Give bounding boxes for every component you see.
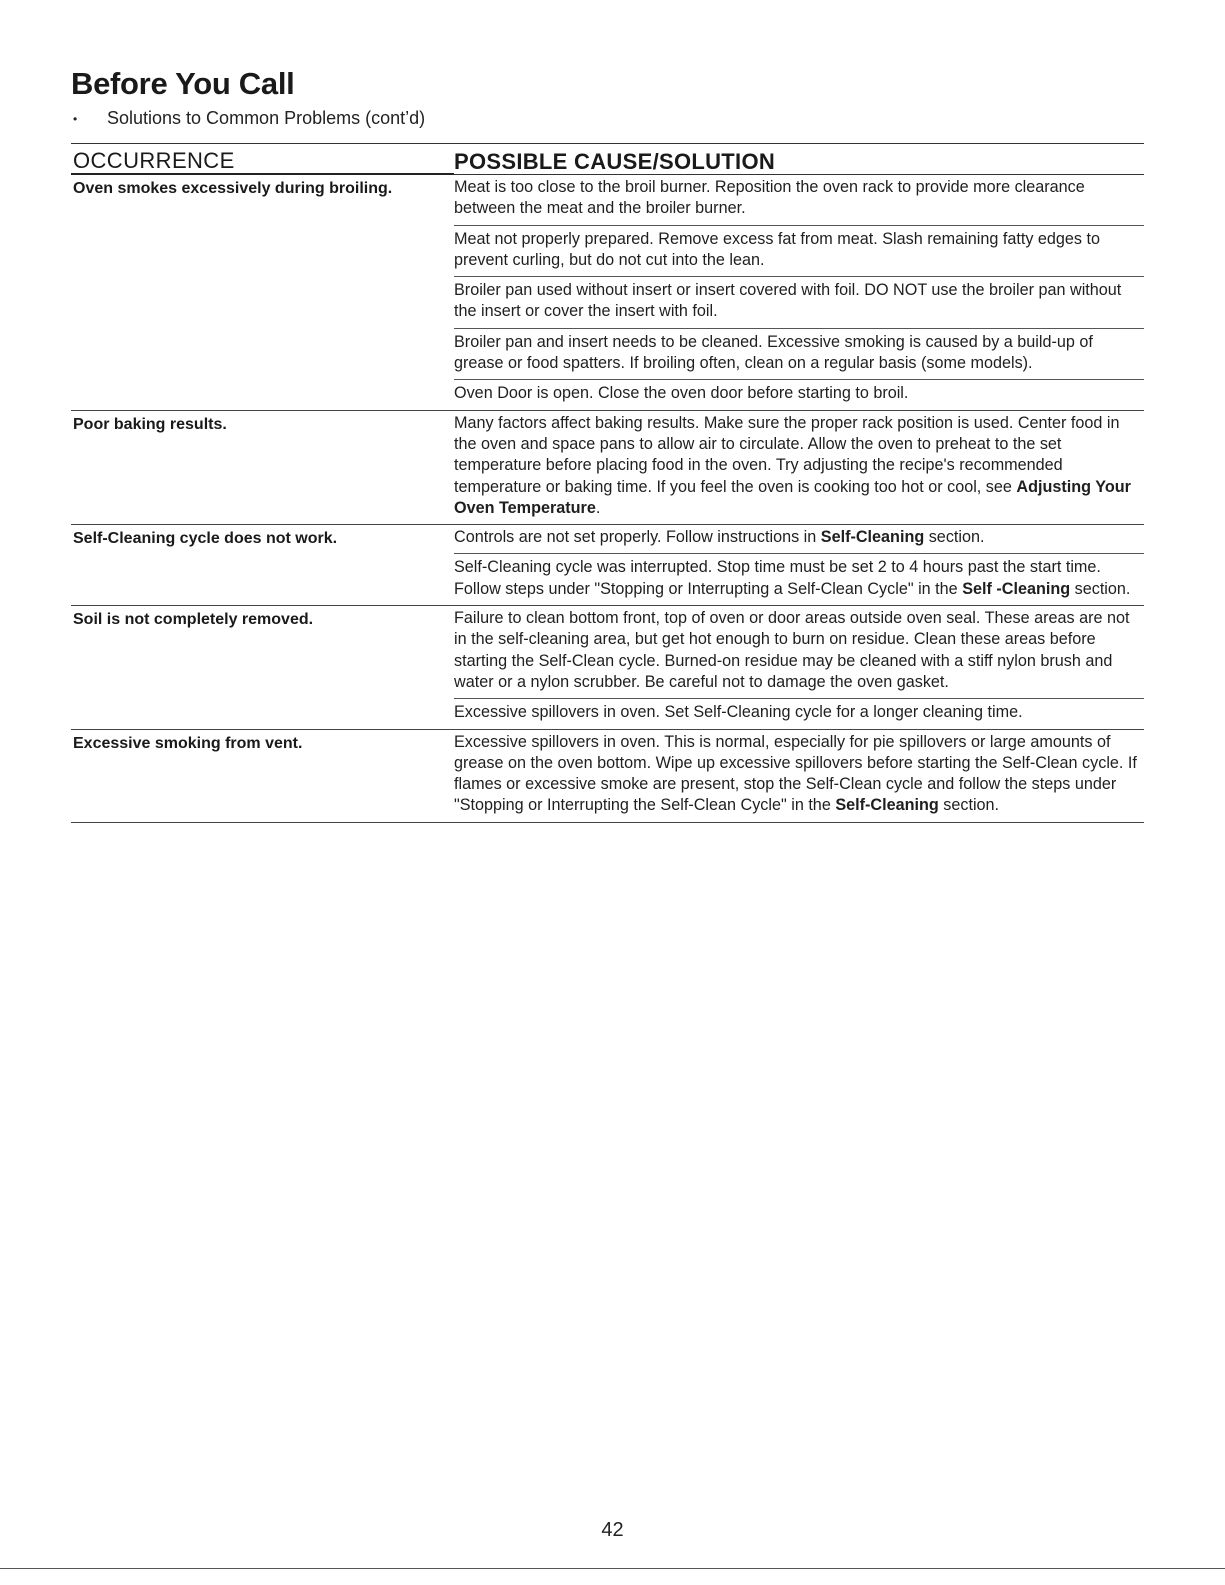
column-header-solution: POSSIBLE CAUSE/SOLUTION bbox=[454, 149, 776, 174]
solution-reference: Self-Cleaning bbox=[820, 528, 925, 547]
solution-text: Excessive spillovers in oven. This is normal, especially for pie spillovers or large amounts of grease on the oven bottom. Wipe up excessive spillovers before starting the Self-Clean cycle. If flames or excessive smoke are present, stop the Self-Clean cycle and follow the steps under "Stopping or Interrupting the Self-Clean Cycle" in the bbox=[454, 732, 1137, 815]
solution-item bbox=[454, 606, 1144, 699]
solution-list bbox=[454, 175, 1144, 410]
bottom-divider bbox=[0, 1568, 1225, 1569]
solution-tail: section. bbox=[924, 528, 985, 547]
subtitle bbox=[73, 108, 425, 129]
solution-list bbox=[454, 411, 1144, 524]
solution-item bbox=[454, 329, 1144, 381]
solution-item bbox=[454, 175, 1144, 226]
solution-text: Meat is too close to the broil burner. Reposition the oven rack to provide more clearance between the meat and the broiler burner. bbox=[454, 178, 1085, 218]
table-row bbox=[71, 175, 1144, 411]
page-title: Before You Call bbox=[71, 66, 295, 101]
solution-reference: Self -Cleaning bbox=[962, 579, 1071, 598]
solution-tail: section. bbox=[938, 796, 1000, 815]
solution-reference: Adjusting Your Oven Temperature bbox=[454, 477, 1131, 517]
solution-text: Excessive spillovers in oven. Set Self-Cleaning cycle for a longer cleaning time. bbox=[454, 703, 1023, 722]
solution-item bbox=[454, 226, 1144, 278]
table-row bbox=[71, 525, 1144, 606]
solution-reference: Self-Cleaning bbox=[835, 796, 939, 815]
solution-text: Meat not properly prepared. Remove excess fat from meat. Slash remaining fatty edges to prevent curling, but do not cut into the lean. bbox=[454, 229, 1101, 269]
solution-text: Broiler pan and insert needs to be cleaned. Excessive smoking is caused by a build-up of grease or food spatters. If broiling often, clean on a regular basis (some models). bbox=[454, 332, 1093, 373]
solution-text: Failure to clean bottom front, top of oven or door areas outside oven seal. These areas are not in the self-cleaning area, but get hot enough to burn on residue. Clean these areas before starting the Self-Clean cycle. Burned-on residue may be cleaned with a stiff nylon brush and water or a nylon scrubber. Be careful not to damage the oven gasket. bbox=[454, 609, 1130, 691]
column-header-occurrence: OCCURRENCE bbox=[71, 149, 454, 175]
occurrence-cell: Soil is not completely removed. bbox=[73, 611, 314, 629]
solution-item bbox=[454, 380, 1144, 409]
occurrence-cell: Oven smokes excessively during broiling. bbox=[73, 180, 393, 197]
solution-item bbox=[454, 554, 1144, 605]
solution-item bbox=[454, 411, 1144, 524]
occurrence-cell: Poor baking results. bbox=[73, 415, 227, 433]
solution-tail: section. bbox=[1070, 579, 1131, 598]
table-header-row bbox=[71, 144, 1144, 175]
solution-text: Many factors affect baking results. Make sure the proper rack position is used. Center food in the oven and space pans to allow air to circulate. Allow the oven to preheat to the set temperature before placing food in the oven. Try adjusting the recipe's recommended temperature or baking time. If you feel the oven is cooking too hot or cool, see bbox=[454, 413, 1120, 496]
solution-item bbox=[454, 525, 1144, 554]
page-number: 42 bbox=[601, 1519, 624, 1541]
occurrence-cell: Excessive smoking from vent. bbox=[73, 734, 303, 752]
occurrence-cell: Self-Cleaning cycle does not work. bbox=[73, 530, 338, 548]
solution-text: Broiler pan used without insert or insert covered with foil. DO NOT use the broiler pan without the insert or cover the insert with foil. bbox=[454, 281, 1122, 321]
troubleshooting-table bbox=[71, 143, 1144, 823]
solution-item bbox=[454, 277, 1144, 329]
solution-list bbox=[454, 606, 1144, 728]
solution-item bbox=[454, 730, 1144, 822]
solution-text: Controls are not set properly. Follow instructions in bbox=[454, 528, 821, 547]
solution-list bbox=[454, 525, 1144, 605]
solution-item bbox=[454, 699, 1144, 728]
table-row bbox=[71, 411, 1144, 525]
solution-text: Self-Cleaning cycle was interrupted. Stop time must be set 2 to 4 hours past the start time. Follow steps under "Stopping or Interrupting a Self-Clean Cycle" in the bbox=[454, 558, 1101, 598]
subtitle-text: Solutions to Common Problems (cont’d) bbox=[107, 108, 426, 128]
solution-tail: . bbox=[595, 498, 601, 517]
bullet-marker: • bbox=[73, 111, 78, 126]
table-row bbox=[71, 730, 1144, 823]
solution-list bbox=[454, 730, 1144, 822]
table-row bbox=[71, 606, 1144, 729]
solution-text: Oven Door is open. Close the oven door before starting to broil. bbox=[454, 384, 909, 403]
